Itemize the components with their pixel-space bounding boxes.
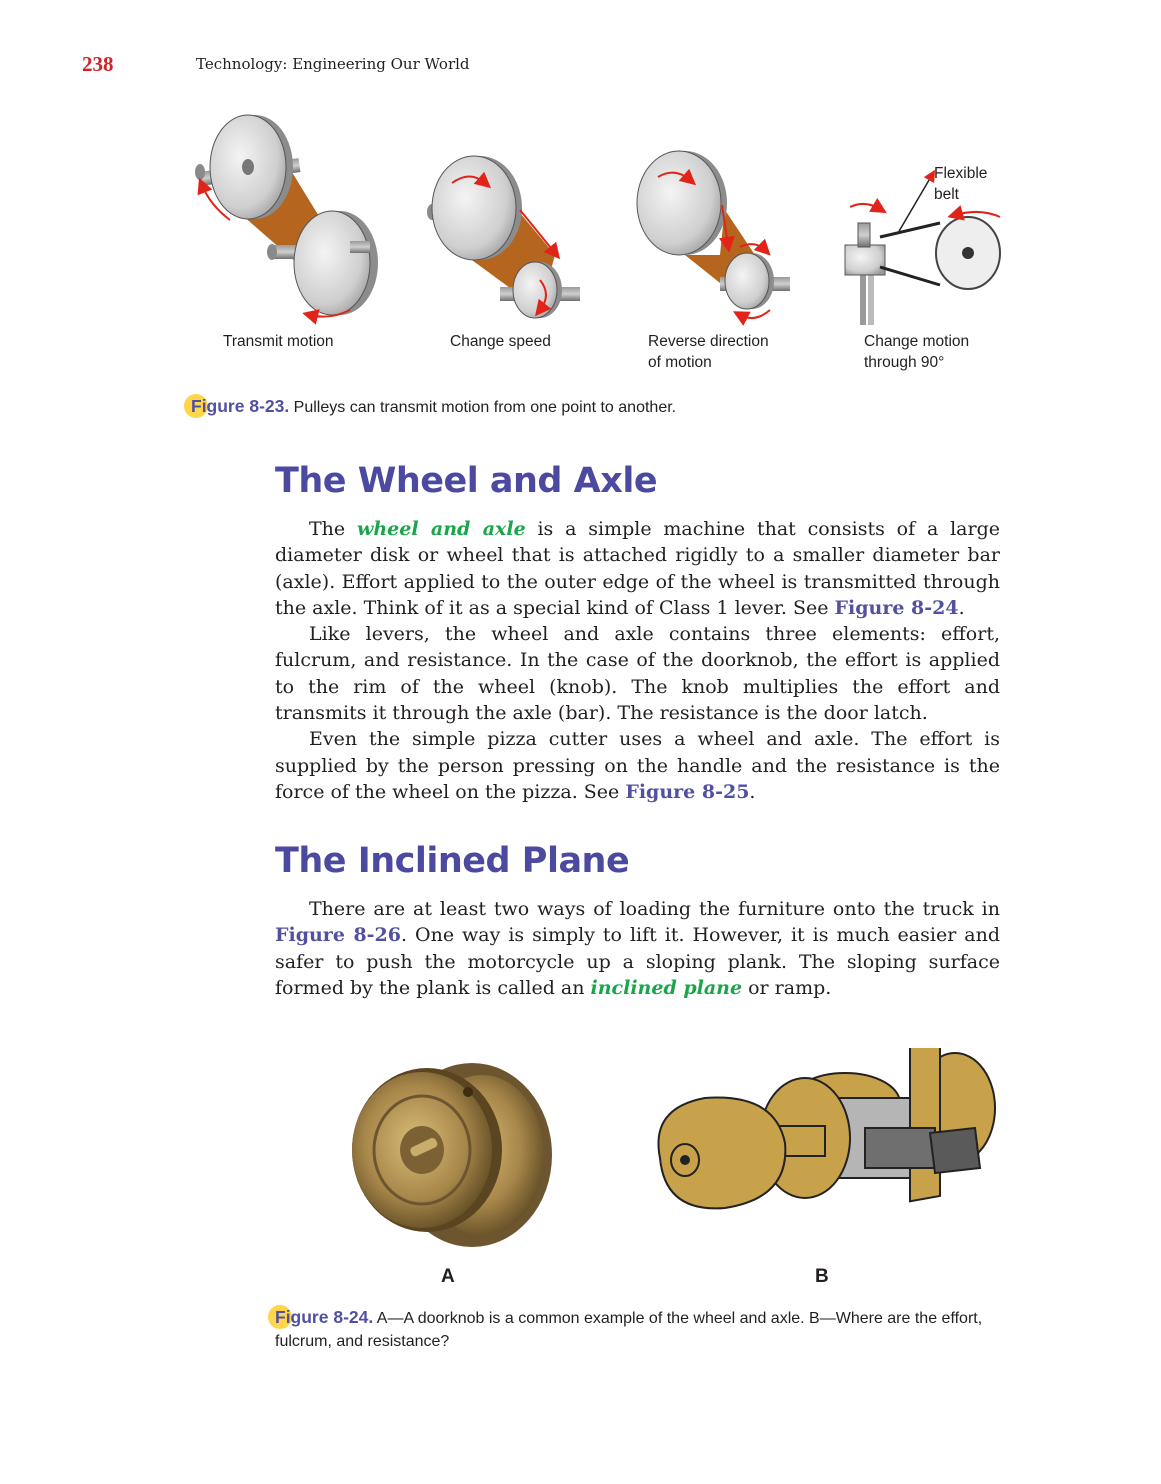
pulley-panel-reverse <box>637 150 790 318</box>
paragraph: There are at least two ways of loading the furniture onto the truck in Figure 8-26. One way is simply to lift it. However, it is much easier and safer to push the motorcycle up a sloping plank. The sloping surface formed by the plank is called an inclined plane or ramp. <box>275 898 1000 999</box>
paragraph: The wheel and axle is a simple machine that consists of a large diameter disk or wheel that is attached rigidly to a smaller diameter bar (axle). Effort applied to the outer edge of the wheel is transmitted through the axle. Think of it as a special kind of Class 1 lever. See Figure 8-24. <box>275 518 1000 619</box>
figure-8-24-caption <box>275 1306 1000 1353</box>
caption-label: Figure 8-23. <box>191 396 290 416</box>
heading-wheel-and-axle: The Wheel and Axle <box>275 461 658 501</box>
panel-label-90deg: Change motion through 90° <box>864 333 970 371</box>
paragraph: Like levers, the wheel and axle contains three elements: effort, fulcrum, and resistance. In the case of the doorknob, the effort is applied to the rim of the wheel (knob). The knob multiplies the effort and transmits it through the axle (bar). The resistance is the door latch. <box>275 623 1000 725</box>
figure-label-b: B <box>815 1266 829 1287</box>
paragraph: Even the simple pizza cutter uses a wheel and axle. The effort is supplied by the person pressing on the handle and the resistance is the force of the wheel on the pizza. See Figure 8-25. <box>275 728 1000 803</box>
figure-label-a: A <box>441 1266 455 1287</box>
doorknob-diagram <box>645 1048 1005 1258</box>
doorknob-photo <box>322 1050 578 1256</box>
key-term: wheel and axle <box>356 518 526 540</box>
running-head: Technology: Engineering Our World <box>196 55 470 73</box>
figure-8-23-caption <box>191 395 676 419</box>
panel-label-transmit: Transmit motion <box>223 333 334 350</box>
figure-reference-link[interactable]: Figure 8-25 <box>625 780 750 803</box>
pulley-panel-speed <box>427 156 580 318</box>
pulley-figure <box>180 105 1020 335</box>
callout-line-1: Flexible <box>934 165 988 182</box>
page-number: 238 <box>82 52 114 76</box>
heading-inclined-plane: The Inclined Plane <box>275 841 630 881</box>
callout-flexible-belt <box>934 163 987 205</box>
pulley-panel-transmit <box>195 115 378 317</box>
callout-line-2: belt <box>934 186 959 203</box>
inclined-plane-body <box>275 896 1000 1001</box>
panel-label-speed: Change speed <box>450 333 551 350</box>
panel-label-reverse: Reverse direction of motion <box>648 333 769 371</box>
key-term: inclined plane <box>590 976 743 999</box>
figure-reference-link[interactable]: Figure 8-24 <box>834 596 959 619</box>
wheel-axle-body <box>275 516 1000 805</box>
caption-text: A—A doorknob is a common example of the wheel and axle. B—Where are the effort, fulcrum, and resistance? <box>275 1310 983 1350</box>
caption-text: Pulleys can transmit motion from one point to another. <box>289 399 677 416</box>
caption-label: Figure 8-24. <box>275 1307 374 1327</box>
figure-reference-link[interactable]: Figure 8-26 <box>275 924 401 947</box>
